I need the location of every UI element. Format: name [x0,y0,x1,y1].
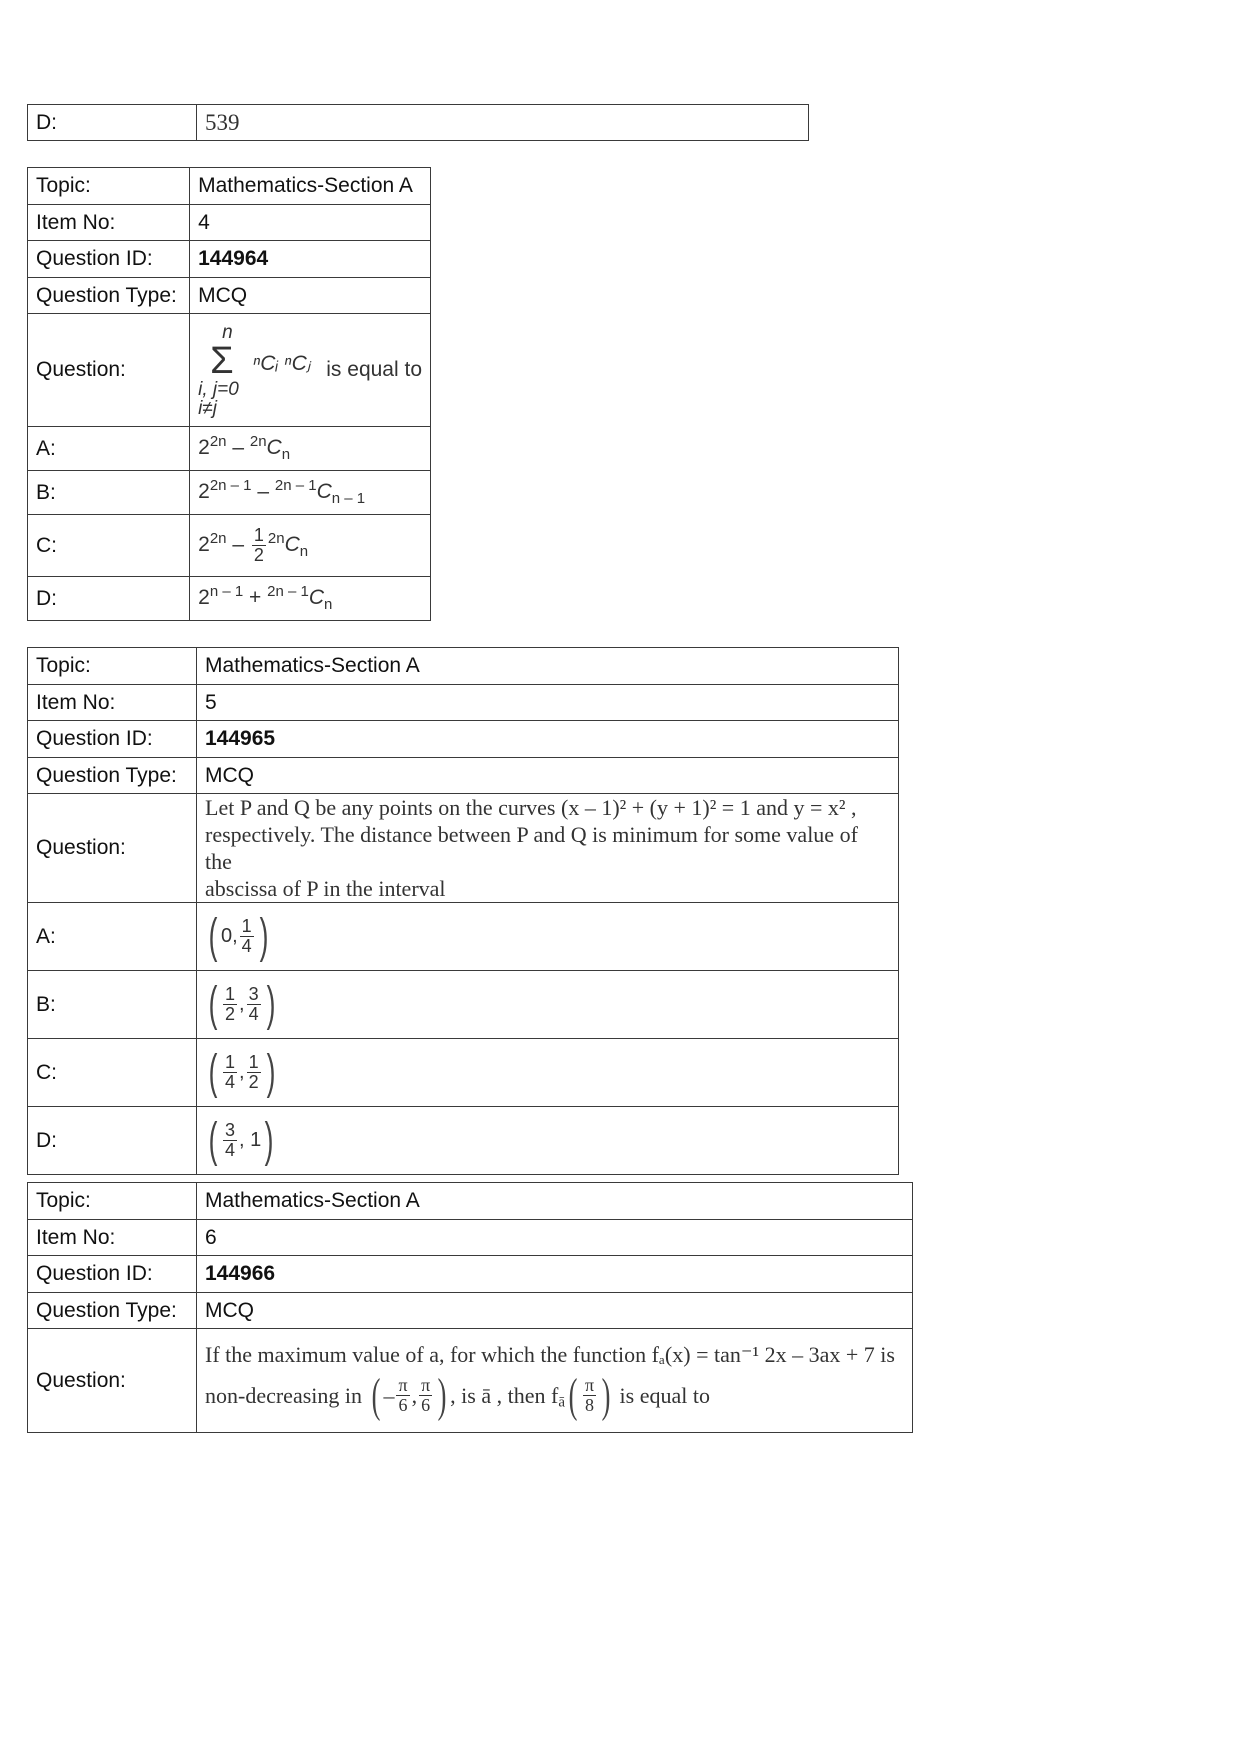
right-paren: ) [437,1368,447,1422]
option-a-value [190,427,431,471]
option-b-label: B: [28,471,190,515]
a-den: 4 [241,936,252,956]
question-type-value: MCQ [197,758,899,794]
c-minus: – [226,533,250,557]
c-num: 1 [253,525,264,546]
item-no-value: 6 [197,1220,913,1256]
a-pre: 2n [249,433,267,451]
question-id-value: 144965 [197,721,899,758]
int-num-2: π [421,1375,431,1396]
int-den-1: 6 [398,1395,408,1415]
d-sub: n [324,596,333,614]
interval-fraction-1 [396,1376,409,1415]
b-num-2: 3 [248,984,259,1005]
question-tail: is equal to [326,358,422,381]
line2-pre: non-decreasing in [205,1382,362,1408]
a-minus: – [226,436,250,460]
b-fraction-2 [247,985,261,1024]
prev-d-value: 539 [197,105,809,141]
question-type-value: MCQ [190,278,431,314]
a-c: C [266,436,282,460]
topic-label: Topic: [28,1183,197,1220]
left-paren: ( [371,1368,380,1422]
b-num-1: 1 [224,984,235,1005]
question-type-label: Question Type: [28,758,197,794]
d-num: 3 [224,1120,235,1141]
b-den-2: 4 [248,1004,259,1024]
option-c-value [190,515,431,577]
item-no-value: 4 [190,205,431,241]
b-exp: 2n – 1 [209,477,252,495]
question-line-2 [205,1368,904,1422]
comma: , [411,1382,418,1408]
b-base: 2 [198,480,210,504]
sigma-symbol: Σ [210,339,234,382]
left-paren: ( [208,1045,218,1099]
a-sub: n [281,446,291,464]
question-line-3: abscissa of P in the interval [205,876,446,901]
left-paren: ( [208,1113,218,1167]
arg-fraction [583,1376,596,1415]
option-c-label: C: [28,515,190,577]
prev-d-label: D: [28,105,197,141]
d-c: C [308,586,325,610]
b-sub: n – 1 [331,490,366,508]
d-base: 2 [198,586,210,610]
item-no-label: Item No: [28,205,190,241]
b-minus: – [251,480,275,504]
d-den: 4 [224,1140,235,1160]
comma: , [239,993,245,1015]
sum-condition: i≠j [198,397,217,419]
interval-fraction-2 [419,1376,432,1415]
b-c: C [316,480,332,504]
b-pre: 2n – 1 [274,477,317,495]
left-paren: ( [208,909,218,963]
option-d-value [197,1107,899,1175]
question-table-4 [27,167,431,621]
option-d-value [190,577,431,621]
d-fraction [223,1121,237,1160]
option-b-value [197,971,899,1039]
option-d-label: D: [28,1107,197,1175]
d-last: , 1 [239,1129,262,1151]
line2-sub: ā [558,1393,565,1410]
right-paren: ) [259,909,269,963]
question-id-value: 144964 [190,241,431,278]
left-paren-2: ( [568,1368,578,1422]
int-num-1: π [398,1375,408,1396]
prev-question-table [27,104,809,141]
question-id-label: Question ID: [28,241,190,278]
item-no-value: 5 [197,685,899,721]
topic-label: Topic: [28,648,197,685]
question-label: Question: [28,314,190,427]
topic-value: Mathematics-Section A [197,648,899,685]
option-c-label: C: [28,1039,197,1107]
question-id-label: Question ID: [28,721,197,758]
question-text [190,314,431,427]
c-fraction-2 [247,1053,261,1092]
topic-label: Topic: [28,168,190,205]
c-den-1: 4 [224,1072,235,1092]
sum-lower: i, j=0 [198,378,239,400]
line2-post: is equal to [619,1382,710,1408]
int-den-2: 6 [421,1395,431,1415]
d-plus: + [243,586,268,610]
question-id-label: Question ID: [28,1256,197,1293]
question-table-6 [27,1182,913,1433]
a-exp: 2n [209,433,227,451]
topic-value: Mathematics-Section A [190,168,431,205]
question-line-2: respectively. The distance between P and Q is minimum for some value of the [205,822,858,874]
c-base: 2 [198,533,210,557]
question-text [197,1329,913,1433]
line2-mid: , is ā , then f [450,1382,559,1408]
arg-num: π [584,1375,595,1396]
c-den-2: 2 [248,1072,259,1092]
question-line-1: Let P and Q be any points on the curves (x – 1)² + (y + 1)² = 1 and y = x² , [205,795,857,820]
summation [198,323,239,418]
d-pre: 2n – 1 [267,583,309,601]
option-b-label: B: [28,971,197,1039]
question-line-1: If the maximum value of a, for which the function fₐ(x) = tan⁻¹ 2x – 3ax + 7 is [205,1341,895,1367]
option-b-value [190,471,431,515]
question-type-label: Question Type: [28,278,190,314]
question-label: Question: [28,794,197,903]
item-no-label: Item No: [28,685,197,721]
option-c-value [197,1039,899,1107]
sum-upper: n [222,321,233,343]
question-type-label: Question Type: [28,1293,197,1329]
c-c: C [284,533,300,557]
d-exp: n – 1 [209,583,244,601]
left-paren: ( [208,977,218,1031]
c-num-1: 1 [224,1052,235,1073]
a-base: 2 [198,436,210,460]
c-exp: 2n [209,530,227,548]
question-text [197,794,899,903]
right-paren: ) [264,1113,274,1167]
c-fraction [252,526,266,565]
right-paren: ) [266,1045,275,1099]
comma: , [239,1061,245,1083]
b-den-1: 2 [224,1004,235,1024]
c-sub: n [299,543,309,561]
c-fraction-1 [223,1053,237,1092]
question-table-5 [27,647,899,1175]
right-paren: ) [266,977,275,1031]
question-id-value: 144966 [197,1256,913,1293]
item-no-label: Item No: [28,1220,197,1256]
question-type-value: MCQ [197,1293,913,1329]
minus-sign: – [383,1382,395,1408]
a-first: 0, [220,925,238,947]
c-den: 2 [253,545,264,565]
question-label: Question: [28,1329,197,1433]
option-a-label: A: [28,427,190,471]
c-pre: 2n [267,530,285,548]
a-fraction [240,917,254,956]
arg-den: 8 [585,1395,595,1415]
right-paren-2: ) [601,1368,611,1422]
option-a-value [197,903,899,971]
option-a-label: A: [28,903,197,971]
c-num-2: 1 [248,1052,259,1073]
topic-value: Mathematics-Section A [197,1183,913,1220]
sum-terms: ⁿCᵢ ⁿCⱼ [252,351,311,375]
option-d-label: D: [28,577,190,621]
a-num: 1 [241,916,252,937]
b-fraction-1 [223,985,237,1024]
